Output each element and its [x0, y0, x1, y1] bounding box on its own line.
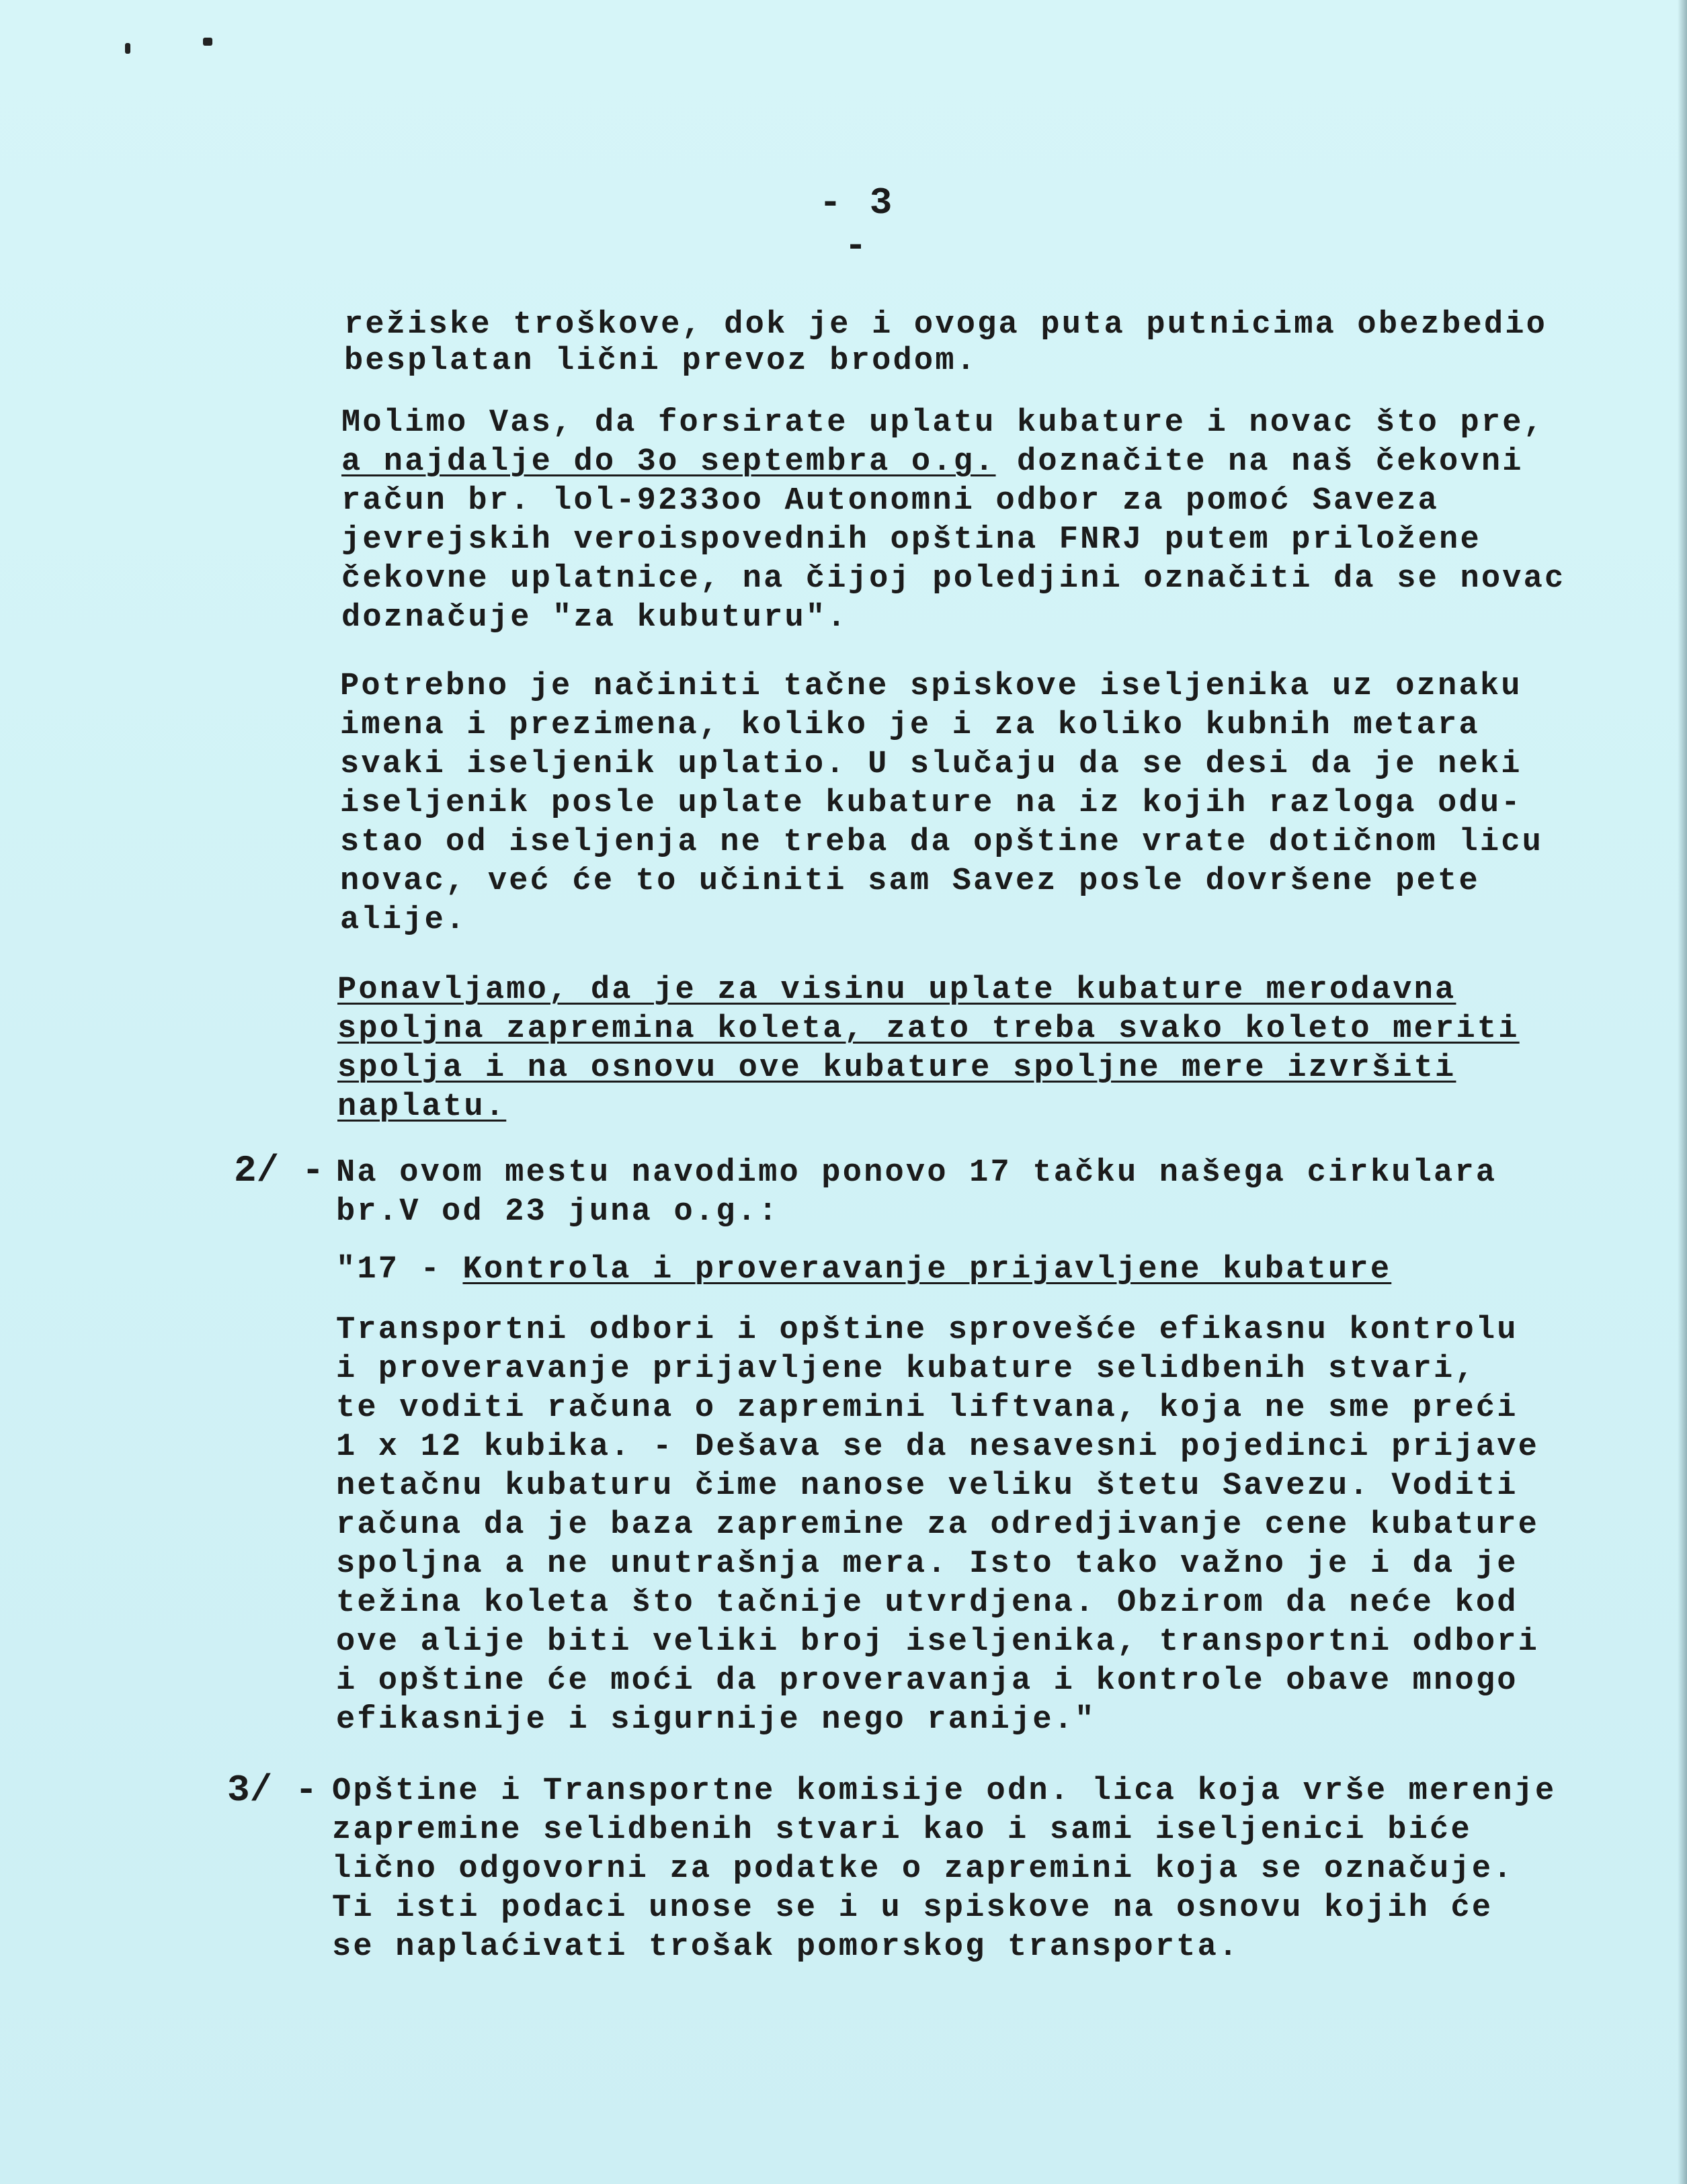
- text-line: svaki iseljenik uplatio. U slučaju da se desi da je neki: [340, 747, 1522, 782]
- text-line: se naplaćivati trošak pomorskog transporta.: [332, 1929, 1240, 1965]
- text-line: i proveravanje prijavljene kubature selidbenih stvari,: [336, 1351, 1476, 1387]
- text-line: stao od iseljenja ne treba da opštine vrate dotičnom licu: [340, 825, 1544, 860]
- underlined-line: spolja i na osnovu ove kubature spoljne mere izvršiti: [337, 1050, 1456, 1086]
- text-segment: doznačite na naš čekovni: [995, 444, 1524, 480]
- quote-heading: [336, 1250, 1391, 1290]
- text-line: br.V od 23 juna o.g.:: [336, 1194, 780, 1230]
- text-line: Transportni odbori i opštine sprovešće efikasnu kontrolu: [336, 1312, 1518, 1348]
- scan-edge-shadow: [1678, 0, 1687, 2184]
- text-line: te voditi računa o zapremini liftvana, koja ne sme preći: [336, 1390, 1518, 1426]
- page-number: - 3 -: [819, 181, 895, 267]
- text-line: Potrebno je načiniti tačne spiskove iseljenika uz oznaku: [340, 669, 1522, 704]
- text-line: besplatan lični prevoz brodom.: [344, 343, 978, 379]
- text-line: imena i prezimena, koliko je i za koliko kubnih metara: [340, 708, 1480, 743]
- text-line: netačnu kubaturu čime nanose veliku štetu Savezu. Voditi: [336, 1468, 1518, 1504]
- text-line: režiske troškove, dok je i ovoga puta putnicima obezbedio: [344, 307, 1548, 343]
- text-line: spoljna a ne unutrašnja mera. Isto tako važno je i da je: [336, 1546, 1518, 1582]
- text-line: alije.: [340, 902, 467, 938]
- text-line: računa da je baza zapremine za odredjivanje cene kubature: [336, 1507, 1540, 1543]
- quote-title: Kontrola i proveravanje prijavljene kubature: [462, 1252, 1392, 1288]
- text-line: i opštine će moći da proveravanja i kontrole obave mnogo: [336, 1663, 1518, 1699]
- text-line: Molimo Vas, da forsirate uplatu kubature i novac što pre,: [341, 405, 1545, 441]
- underlined-deadline: a najdalje do 3o septembra o.g.: [341, 444, 996, 480]
- text-line: 1 x 12 kubika. - Dešava se da nesavesni pojedinci prijave: [336, 1429, 1540, 1465]
- text-line: Na ovom mestu navodimo ponovo 17 tačku našega cirkulara: [336, 1155, 1497, 1191]
- text-line: zapremine selidbenih stvari kao i sami iseljenici biće: [332, 1812, 1472, 1848]
- text-line: efikasnije i sigurnije nego ranije.": [336, 1702, 1096, 1738]
- text-line: račun br. lol-9233oo Autonomni odbor za pomoć Saveza: [341, 483, 1440, 519]
- text-line: ove alije biti veliki broj iseljenika, transportni odbori: [336, 1624, 1540, 1660]
- text-line: čekovne uplatnice, na čijoj poledjini označiti da se novac: [341, 561, 1566, 597]
- text-line: novac, već će to učiniti sam Savez posle dovršene pete: [340, 864, 1480, 899]
- text-line: Opštine i Transportne komisije odn. lica koja vrše merenje: [332, 1773, 1557, 1809]
- scan-speck: [125, 43, 130, 54]
- text-line: [341, 442, 1524, 482]
- text-line: težina koleta što tačnije utvrdjena. Obzirom da neće kod: [336, 1585, 1518, 1621]
- text-line: Ti isti podaci unose se i u spiskove na osnovu kojih će: [332, 1890, 1493, 1926]
- underlined-line: naplatu.: [337, 1089, 507, 1125]
- item-marker: 2/ -: [234, 1149, 325, 1192]
- text-line: iseljenik posle uplate kubature na iz kojih razloga odu-: [340, 786, 1522, 821]
- text-line: lično odgovorni za podatke o zapremini koja se označuje.: [332, 1851, 1514, 1887]
- quote-prefix: "17 -: [336, 1252, 463, 1288]
- text-line: doznačuje "za kubuturu".: [341, 600, 848, 636]
- underlined-line: Ponavljamo, da je za visinu uplate kubature merodavna: [337, 972, 1456, 1008]
- item-marker: 3/ -: [227, 1769, 318, 1812]
- text-line: jevrejskih veroispovednih opština FNRJ putem priložene: [341, 522, 1481, 558]
- scan-speck: [203, 38, 212, 46]
- underlined-line: spoljna zapremina koleta, zato treba svako koleto meriti: [337, 1011, 1520, 1047]
